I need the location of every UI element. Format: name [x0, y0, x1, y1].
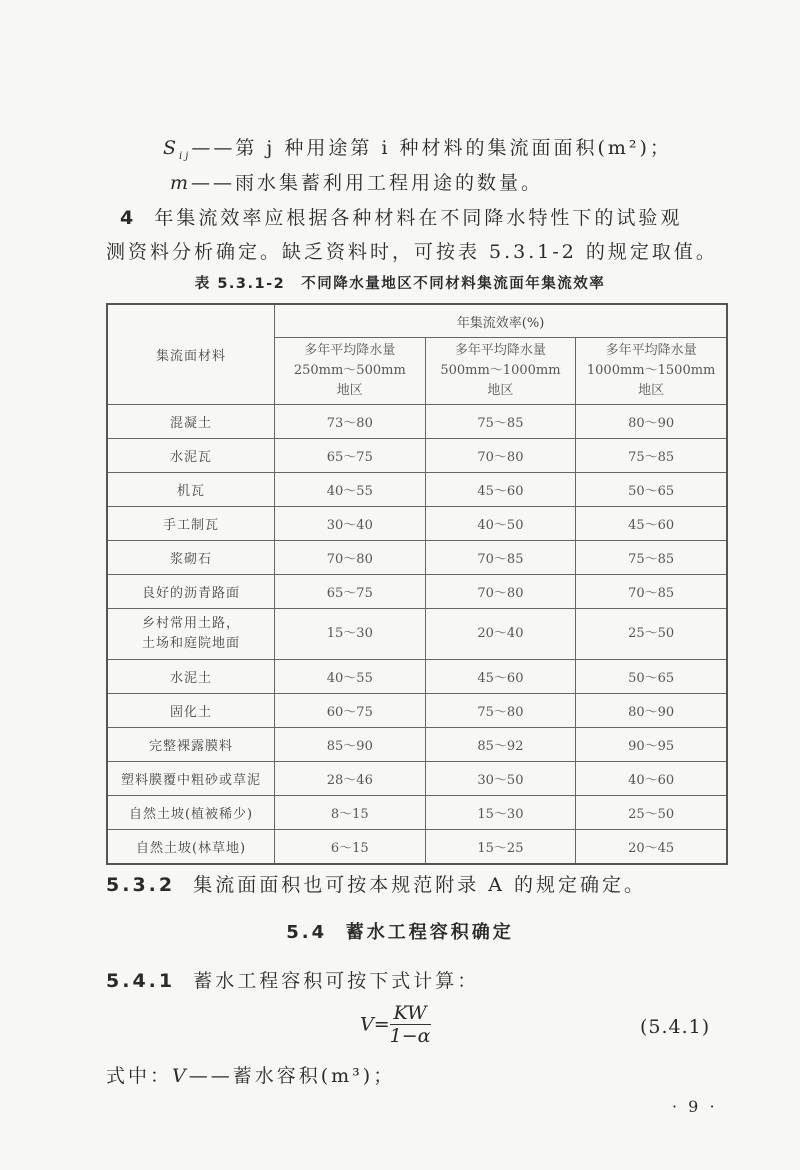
- material-cell: [107, 762, 275, 796]
- region-line: 多年平均降水量: [454, 343, 546, 358]
- efficiency-cell: 40～50: [425, 507, 576, 541]
- region-line: 地区: [336, 383, 363, 398]
- efficiency-cell: 25～50: [576, 796, 727, 830]
- material-name: 固化土: [170, 705, 213, 720]
- efficiency-cell: 65～75: [275, 439, 426, 473]
- material-cell: [107, 575, 275, 609]
- dash: ——: [191, 172, 236, 194]
- region-line: 多年平均降水量: [605, 343, 697, 358]
- table-row: [107, 609, 727, 660]
- header-group: 年集流效率(%): [275, 304, 727, 338]
- table-row: [107, 473, 727, 507]
- material-cell: [107, 405, 275, 439]
- header-region: [576, 338, 727, 405]
- efficiency-cell: 15～25: [425, 830, 576, 865]
- region-line: 地区: [638, 383, 665, 398]
- table-row: [107, 694, 727, 728]
- table-row: [107, 728, 727, 762]
- section-text: 蓄水工程容积可按下式计算：: [193, 970, 480, 992]
- region-line: 地区: [487, 383, 514, 398]
- material-name: 混凝土: [170, 416, 213, 431]
- material-cell: [107, 728, 275, 762]
- efficiency-cell: 40～60: [576, 762, 727, 796]
- efficiency-cell: 60～75: [275, 694, 426, 728]
- efficiency-cell: 50～65: [576, 473, 727, 507]
- paragraph-4-line2: 测资料分析确定。缺乏资料时，可按表 5.3.1-2 的规定取值。: [106, 241, 718, 263]
- table-row: [107, 507, 727, 541]
- efficiency-cell: 40～55: [275, 660, 426, 694]
- material-name: 手工制瓦: [163, 518, 220, 533]
- material-name: 自然土坡(植被稀少): [128, 807, 254, 822]
- section-5-3-2: [106, 870, 646, 897]
- material-name: 浆砌石: [170, 552, 213, 567]
- header-material: 集流面材料: [107, 304, 275, 405]
- definition-text: 第 j 种用途第 i 种材料的集流面面积(m²)；: [235, 137, 672, 159]
- efficiency-cell: 45～60: [576, 507, 727, 541]
- material-name: 乡村常用土路，: [142, 616, 241, 631]
- material-cell: [107, 830, 275, 865]
- symbol: S: [163, 137, 180, 159]
- where-prefix: 式中：: [106, 1065, 173, 1087]
- efficiency-cell: 20～45: [576, 830, 727, 865]
- dash: ——: [191, 137, 236, 159]
- table-row: [107, 405, 727, 439]
- heading-number: 5.4: [286, 922, 328, 943]
- table-row: [107, 830, 727, 865]
- material-name: 良好的沥青路面: [142, 586, 241, 601]
- table-row: [107, 541, 727, 575]
- material-name: 土场和庭院地面: [142, 636, 241, 651]
- efficiency-cell: 80～90: [576, 405, 727, 439]
- collection-efficiency-table: [106, 303, 728, 865]
- numerator: KW: [390, 1002, 431, 1025]
- material-cell: [107, 694, 275, 728]
- section-5-4-1: [106, 966, 479, 993]
- efficiency-cell: 30～40: [275, 507, 426, 541]
- section-number: 5.4.1: [106, 970, 176, 992]
- efficiency-cell: 15～30: [425, 796, 576, 830]
- definition-sij: [163, 133, 672, 162]
- definition-text: 雨水集蓄利用工程用途的数量。: [235, 172, 544, 194]
- efficiency-cell: 70～80: [275, 541, 426, 575]
- material-cell: [107, 609, 275, 660]
- efficiency-cell: 28～46: [275, 762, 426, 796]
- where-clause: [106, 1061, 395, 1088]
- definition-m: [170, 168, 543, 195]
- table-row: [107, 796, 727, 830]
- efficiency-cell: 75～85: [576, 439, 727, 473]
- efficiency-cell: 30～50: [425, 762, 576, 796]
- material-name: 水泥土: [170, 671, 213, 686]
- fraction: [390, 1002, 431, 1047]
- formula-lhs: V=: [360, 1013, 390, 1036]
- material-cell: [107, 660, 275, 694]
- material-cell: [107, 507, 275, 541]
- efficiency-cell: 90～95: [576, 728, 727, 762]
- efficiency-cell: 70～80: [425, 575, 576, 609]
- heading-title: 蓄水工程容积确定: [345, 922, 514, 943]
- efficiency-cell: 6～15: [275, 830, 426, 865]
- table-row: [107, 660, 727, 694]
- denominator: 1−α: [389, 1025, 431, 1047]
- efficiency-cell: 40～55: [275, 473, 426, 507]
- efficiency-cell: 65～75: [275, 575, 426, 609]
- efficiency-cell: 45～60: [425, 660, 576, 694]
- efficiency-cell: 25～50: [576, 609, 727, 660]
- material-cell: [107, 439, 275, 473]
- efficiency-cell: 75～85: [576, 541, 727, 575]
- table-row: [107, 762, 727, 796]
- section-number: 5.3.2: [106, 874, 176, 896]
- table-caption: 表 5.3.1-2 不同降水量地区不同材料集流面年集流效率: [194, 276, 606, 292]
- efficiency-cell: 85～90: [275, 728, 426, 762]
- efficiency-cell: 8～15: [275, 796, 426, 830]
- item-number: 4: [120, 207, 137, 229]
- symbol: V: [172, 1065, 189, 1087]
- definition-text: 蓄水容积(m³)；: [232, 1065, 396, 1087]
- efficiency-cell: 70～80: [425, 439, 576, 473]
- efficiency-cell: 20～40: [425, 609, 576, 660]
- formula: [360, 1002, 431, 1047]
- region-line: 多年平均降水量: [304, 343, 396, 358]
- material-cell: [107, 541, 275, 575]
- table-row: [107, 439, 727, 473]
- subscript: ij: [179, 150, 192, 162]
- efficiency-cell: 50～65: [576, 660, 727, 694]
- material-name: 塑料膜覆中粗砂或草泥: [121, 773, 262, 788]
- material-name: 自然土坡(林草地): [135, 841, 247, 856]
- page-number: · 9 ·: [672, 1097, 718, 1116]
- material-name: 水泥瓦: [170, 450, 213, 465]
- efficiency-cell: 15～30: [275, 609, 426, 660]
- formula-label: (5.4.1): [640, 1016, 711, 1038]
- paragraph-4-line1: [120, 203, 682, 230]
- symbol: m: [170, 172, 192, 194]
- efficiency-cell: 80～90: [576, 694, 727, 728]
- section-heading-5-4: [0, 918, 800, 944]
- material-name: 完整裸露膜料: [149, 739, 234, 754]
- paragraph-text: 年集流效率应根据各种材料在不同降水特性下的试验观: [154, 207, 683, 229]
- efficiency-cell: 70～85: [576, 575, 727, 609]
- header-region: [275, 338, 426, 405]
- header-region: [425, 338, 576, 405]
- efficiency-cell: 85～92: [425, 728, 576, 762]
- region-line: 500mm～1000mm: [440, 363, 561, 378]
- region-line: 250mm～500mm: [293, 363, 406, 378]
- efficiency-cell: 75～80: [425, 694, 576, 728]
- section-text: 集流面面积也可按本规范附录 A 的规定确定。: [193, 874, 647, 896]
- material-cell: [107, 796, 275, 830]
- efficiency-cell: 75～85: [425, 405, 576, 439]
- region-line: 1000mm～1500mm: [586, 363, 716, 378]
- efficiency-cell: 73～80: [275, 405, 426, 439]
- efficiency-cell: 70～85: [425, 541, 576, 575]
- material-cell: [107, 473, 275, 507]
- dash: ——: [188, 1065, 233, 1087]
- table-row: [107, 575, 727, 609]
- efficiency-cell: 45～60: [425, 473, 576, 507]
- material-name: 机瓦: [177, 484, 206, 499]
